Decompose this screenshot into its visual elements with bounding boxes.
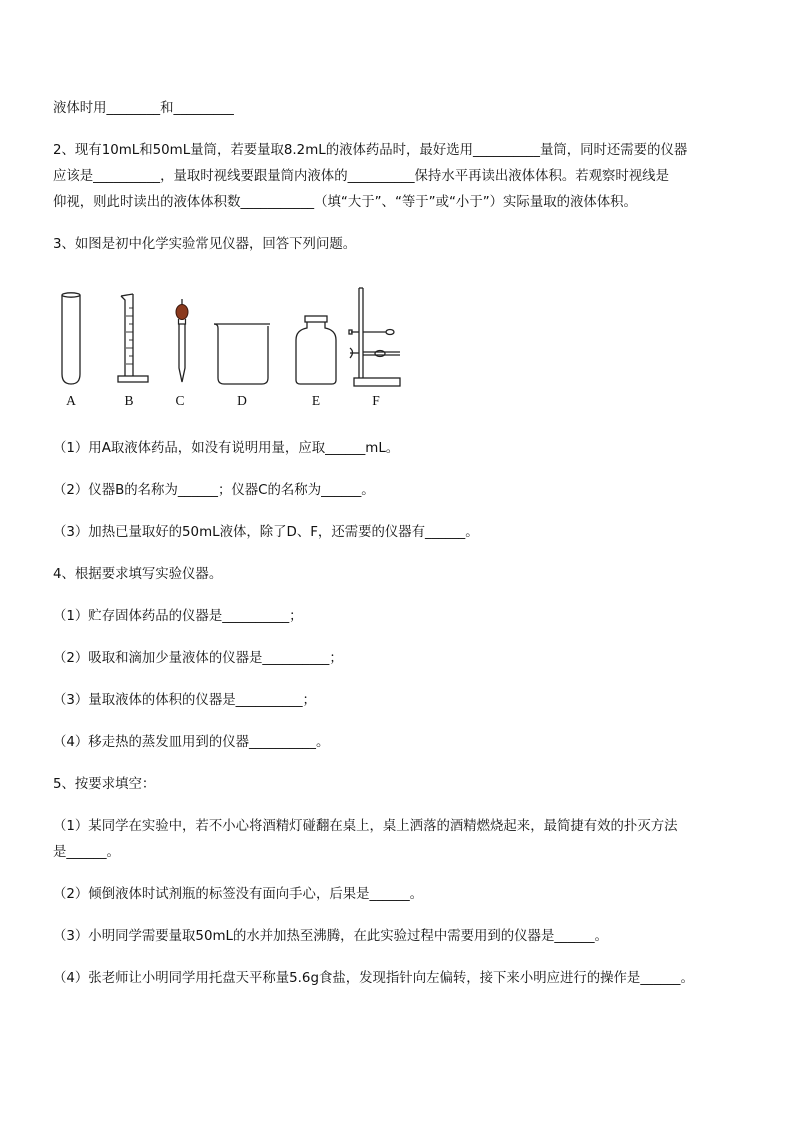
q5-part-1-line-1: （1）某同学在实验中，若不小心将酒精灯碰翻在桌上，桌上洒落的酒精燃烧起来，最简捷有效的扑灭方法 [53,819,678,834]
q4-part-3: （3）量取液体的体积的仪器是__________； [53,693,316,708]
q4-part-4: （4）移走热的蒸发皿用到的仪器__________。 [53,735,330,750]
q5-part-1-line-2: 是______。 [53,845,120,860]
q2-line-1: 2、现有10mL和50mL量筒，若要量取8.2mL的液体药品时，最好选用__________量筒，同时还需要的仪器 [53,143,688,158]
q5-part-3: （3）小明同学需要量取50mL的水并加热至沸腾，在此实验过程中需要用到的仪器是______。 [53,929,608,944]
iron-stand-icon [349,288,400,386]
q3-part-2: （2）仪器B的名称为______；仪器C的名称为______。 [53,483,375,498]
q1-continuation: 液体时用________和_________ [53,101,234,116]
q3-part-1: （1）用A取液体药品，如没有说明用量，应取______mL。 [53,441,400,456]
reagent-bottle-icon [296,316,336,384]
q2-line-3: 仰视，则此时读出的液体体积数___________（填“大于”、“等于”或“小于”）实际量取的液体体积。 [53,195,637,210]
dropper-icon [176,299,188,382]
q5-stem: 5、按要求填空： [53,777,156,792]
test-tube-icon [62,293,80,384]
q4-stem: 4、根据要求填写实验仪器。 [53,567,223,582]
apparatus-label-f: F [372,393,380,408]
apparatus-figure [50,282,420,392]
apparatus-label-d: D [237,393,247,408]
q4-part-1: （1）贮存固体药品的仪器是__________； [53,609,303,624]
apparatus-label-b: B [124,393,134,408]
graduated-cylinder-icon [118,294,148,382]
q5-part-4: （4）张老师让小明同学用托盘天平称量5.6g食盐，发现指针向左偏转，接下来小明应进行的操作是______。 [53,971,694,986]
q2-line-2: 应该是__________，量取时视线要跟量筒内液体的__________保持水平再读出液体体积。若观察时视线是 [53,169,669,184]
q3-part-3: （3）加热已量取好的50mL液体，除了D、F，还需要的仪器有______。 [53,525,479,540]
q5-part-2: （2）倾倒液体时试剂瓶的标签没有面向手心，后果是______。 [53,887,424,902]
beaker-icon [214,324,270,384]
apparatus-label-c: C [175,393,185,408]
q4-part-2: （2）吸取和滴加少量液体的仪器是__________； [53,651,343,666]
apparatus-label-a: A [66,393,76,408]
apparatus-label-e: E [311,393,321,408]
q3-stem: 3、如图是初中化学实验常见仪器，回答下列问题。 [53,237,357,252]
